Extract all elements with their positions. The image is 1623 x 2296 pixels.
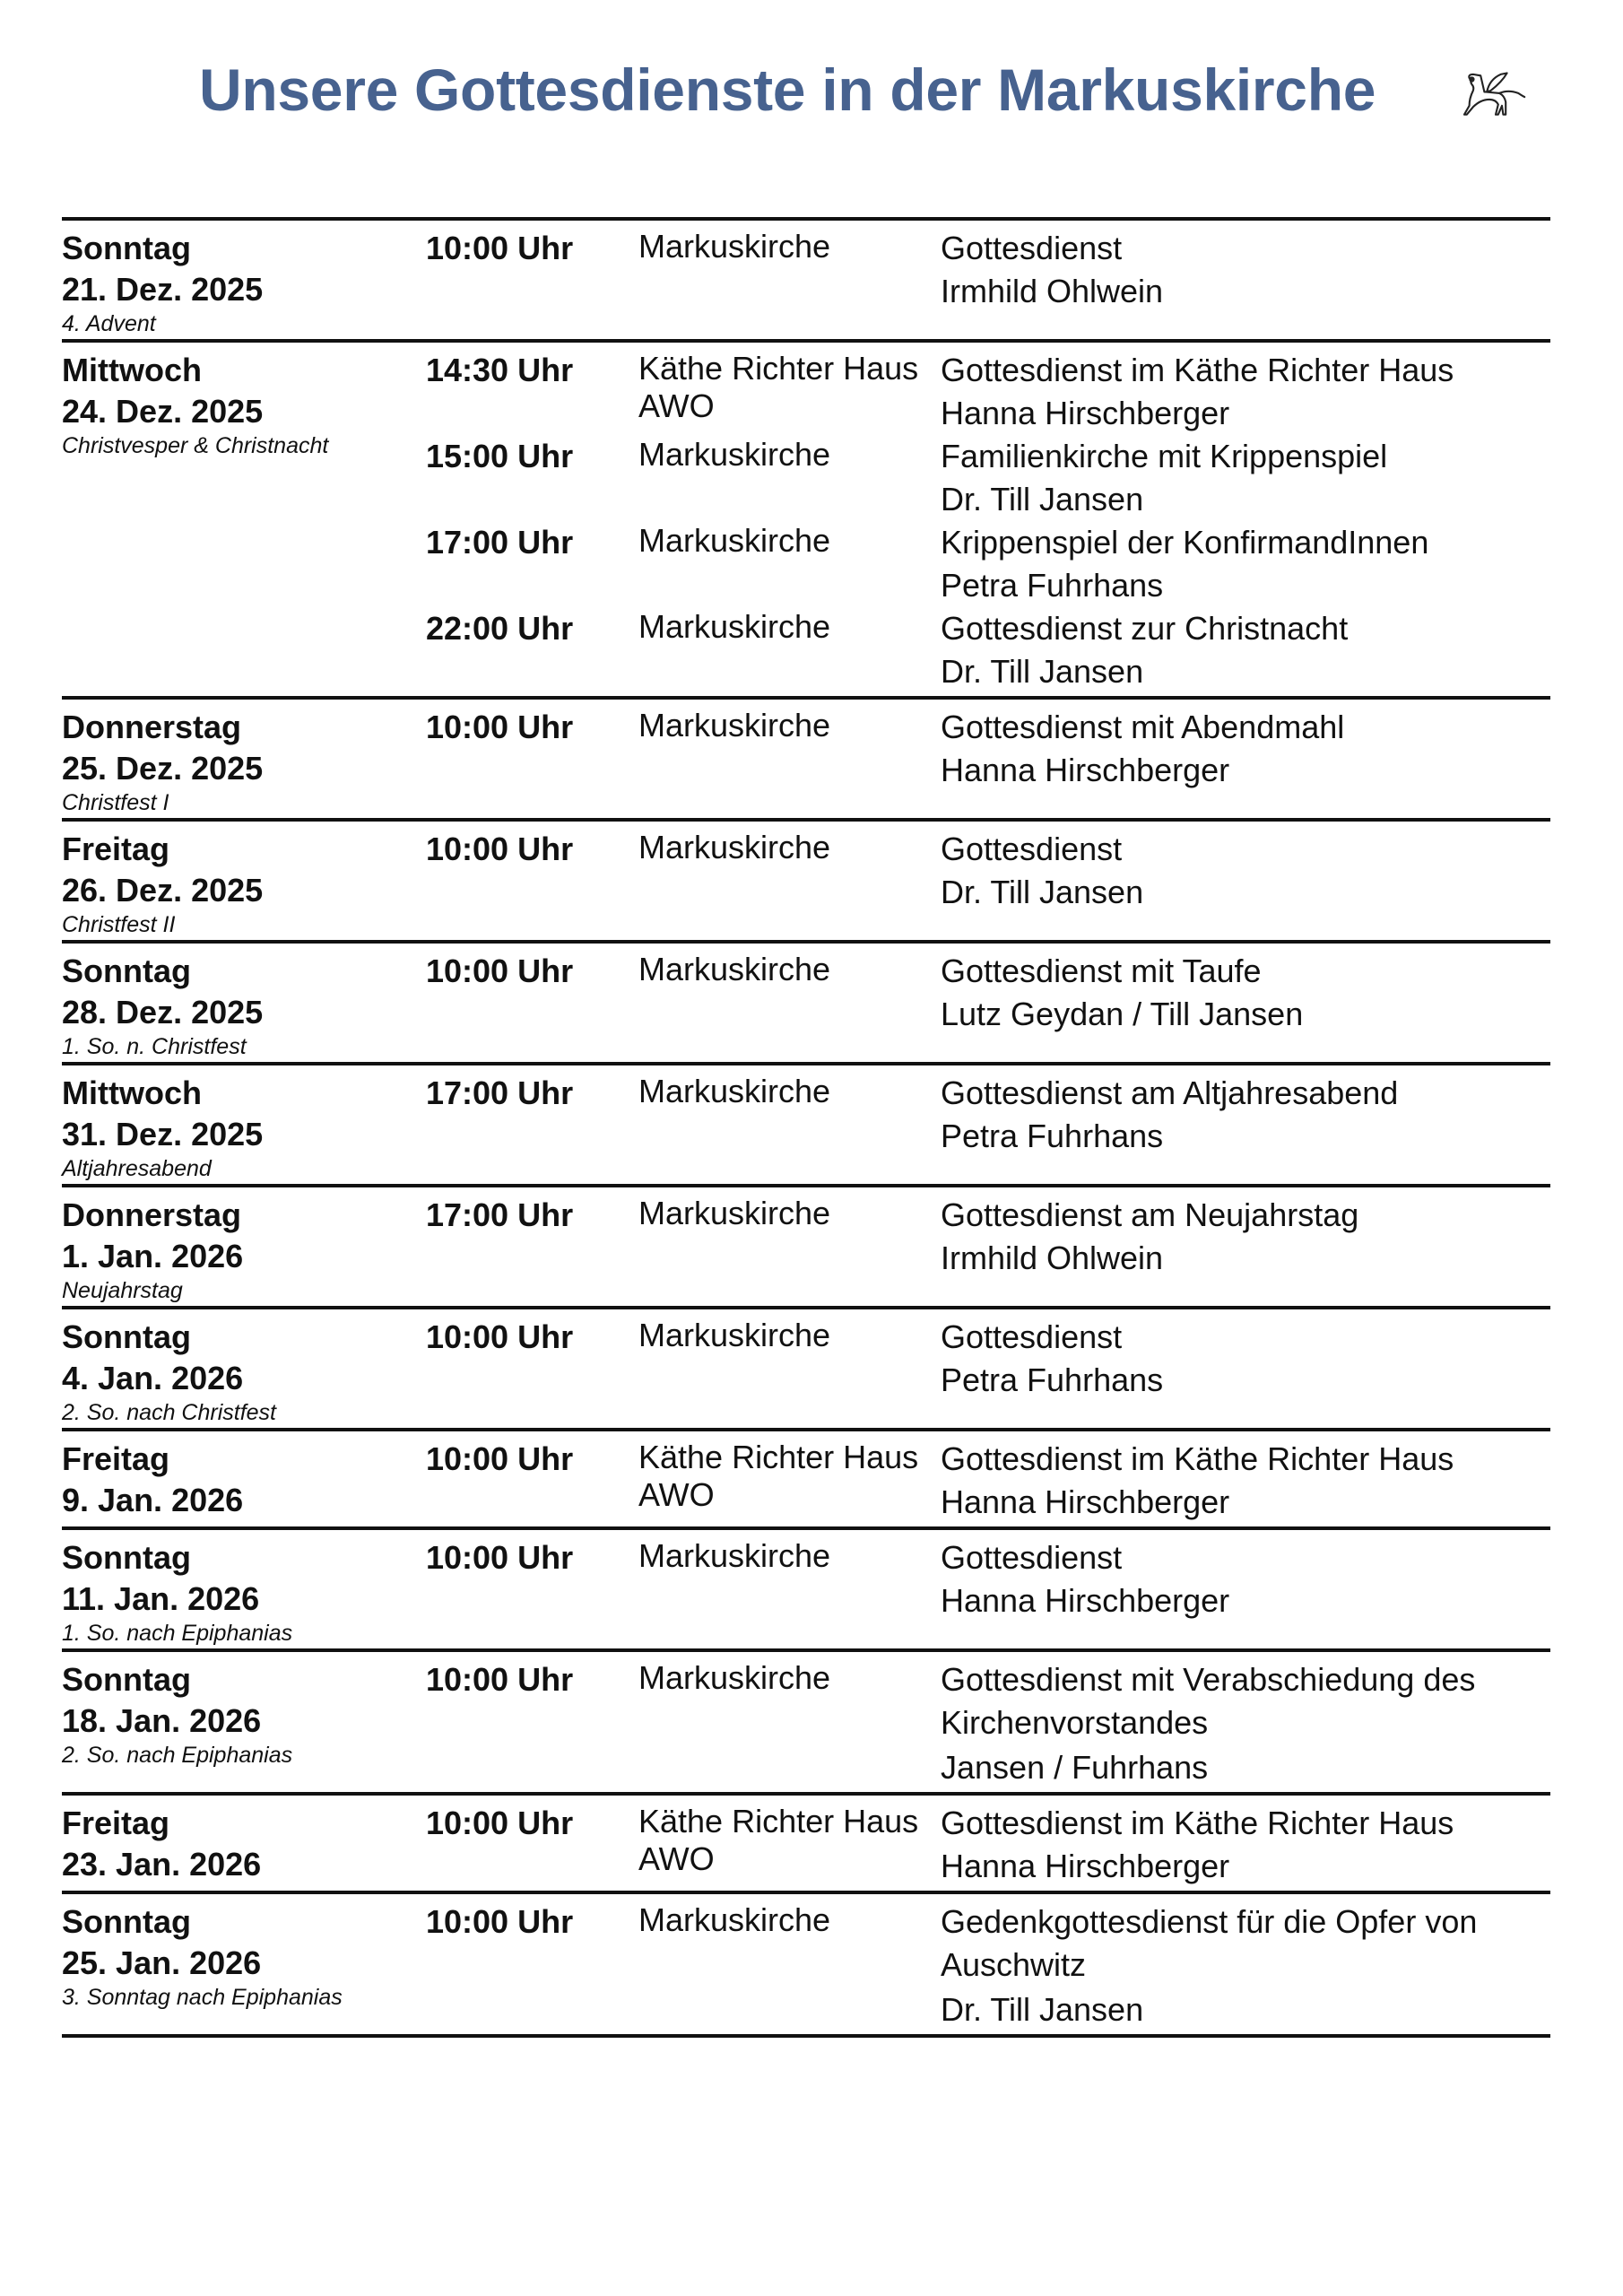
location-line: Markuskirche (638, 951, 831, 987)
service-slots (426, 350, 1550, 694)
weekday: Sonntag (62, 1539, 191, 1576)
service-slot (426, 522, 1550, 608)
liturgical-occasion: 2. So. nach Christfest (62, 1400, 277, 1425)
officiant-name: Petra Fuhrhans (941, 567, 1164, 604)
service-time: 10:00 Uhr (426, 1661, 574, 1698)
service-slots (426, 1901, 1550, 2032)
location-line: Markuskirche (638, 1317, 831, 1353)
officiant-name: Hanna Hirschberger (941, 752, 1230, 788)
service-row (62, 1309, 1550, 1431)
service-slot (426, 1439, 1550, 1525)
service-description (941, 1317, 1550, 1403)
weekday: Freitag (62, 1805, 170, 1841)
date-cell (62, 1659, 426, 1790)
service-time: 10:00 Uhr (426, 230, 574, 266)
service-date: 18. Jan. 2026 (62, 1702, 262, 1739)
service-slot (426, 707, 1550, 793)
service-slots (426, 228, 1550, 337)
liturgical-occasion: Christvesper & Christnacht (62, 433, 329, 458)
service-location (638, 1317, 941, 1403)
event-title: Auschwitz (941, 1946, 1087, 1983)
weekday: Donnerstag (62, 1196, 242, 1233)
service-slot (426, 1073, 1550, 1159)
service-location (638, 1537, 941, 1623)
service-slot (426, 951, 1550, 1037)
location-line: AWO (638, 1476, 715, 1513)
service-time: 10:00 Uhr (426, 1903, 574, 1940)
service-slot (426, 608, 1550, 694)
service-description (941, 228, 1550, 314)
weekday: Freitag (62, 831, 170, 867)
winged-lion-icon (1445, 59, 1546, 131)
service-date: 21. Dez. 2025 (62, 271, 264, 308)
service-location (638, 1659, 941, 1790)
service-slot (426, 829, 1550, 915)
service-row (62, 944, 1550, 1065)
service-location (638, 707, 941, 793)
service-slot (426, 228, 1550, 314)
service-slots (426, 1195, 1550, 1304)
service-time: 10:00 Uhr (426, 1539, 574, 1576)
service-row (62, 822, 1550, 944)
service-description (941, 1803, 1550, 1889)
location-line: Markuskirche (638, 228, 831, 265)
liturgical-occasion: 2. So. nach Epiphanias (62, 1743, 293, 1768)
officiant-name: Dr. Till Jansen (941, 874, 1144, 910)
service-date: 24. Dez. 2025 (62, 393, 264, 430)
location-line: Markuskirche (638, 522, 831, 559)
location-line: Markuskirche (638, 1659, 831, 1696)
weekday: Mittwoch (62, 352, 202, 388)
event-title: Gottesdienst mit Abendmahl (941, 709, 1345, 745)
service-date: 11. Jan. 2026 (62, 1580, 260, 1617)
service-row (62, 1652, 1550, 1796)
service-slots (426, 829, 1550, 938)
service-slots (426, 1073, 1550, 1182)
event-title: Gedenkgottesdienst für die Opfer von (941, 1903, 1478, 1940)
service-location (638, 1439, 941, 1525)
location-line: Käthe Richter Haus (638, 1439, 919, 1475)
service-location (638, 436, 941, 522)
service-time: 10:00 Uhr (426, 1440, 574, 1477)
service-time: 17:00 Uhr (426, 1196, 574, 1233)
service-row (62, 1796, 1550, 1894)
liturgical-occasion: Christfest I (62, 790, 169, 815)
liturgical-occasion: Altjahresabend (62, 1156, 212, 1181)
service-time: 17:00 Uhr (426, 1074, 574, 1111)
service-slot (426, 1195, 1550, 1281)
event-title: Gottesdienst (941, 1318, 1123, 1355)
liturgical-occasion: 3. Sonntag nach Epiphanias (62, 1985, 343, 2010)
service-date: 25. Jan. 2026 (62, 1944, 262, 1981)
service-slots (426, 951, 1550, 1060)
service-date: 31. Dez. 2025 (62, 1116, 264, 1152)
service-description (941, 1073, 1550, 1159)
service-location (638, 350, 941, 436)
officiant-name: Dr. Till Jansen (941, 1991, 1144, 2028)
service-location (638, 1901, 941, 2032)
service-date: 25. Dez. 2025 (62, 750, 264, 787)
page-title: Unsere Gottesdienste in der Markuskirche (199, 57, 1376, 123)
date-cell (62, 1439, 426, 1525)
service-description (941, 1901, 1550, 2032)
location-line: Markuskirche (638, 1901, 831, 1938)
location-line: Käthe Richter Haus (638, 350, 919, 387)
service-time: 10:00 Uhr (426, 1318, 574, 1355)
weekday: Donnerstag (62, 709, 242, 745)
service-description (941, 1537, 1550, 1623)
service-slots (426, 1803, 1550, 1889)
officiant-name: Petra Fuhrhans (941, 1118, 1164, 1154)
service-row (62, 700, 1550, 822)
event-title: Gottesdienst zur Christnacht (941, 610, 1349, 647)
service-row (62, 1431, 1550, 1530)
officiant-name: Petra Fuhrhans (941, 1361, 1164, 1398)
event-title: Gottesdienst mit Verabschiedung des (941, 1661, 1476, 1698)
event-title: Kirchenvorstandes (941, 1704, 1209, 1741)
officiant-name: Jansen / Fuhrhans (941, 1749, 1209, 1786)
service-description (941, 1659, 1550, 1790)
event-title: Gottesdienst (941, 230, 1123, 266)
service-date: 1. Jan. 2026 (62, 1238, 244, 1274)
date-cell (62, 1537, 426, 1647)
service-slot (426, 1901, 1550, 2032)
service-time: 10:00 Uhr (426, 1805, 574, 1841)
service-row (62, 1894, 1550, 2038)
service-date: 28. Dez. 2025 (62, 994, 264, 1031)
event-title: Gottesdienst mit Taufe (941, 952, 1262, 989)
date-cell (62, 350, 426, 694)
event-title: Gottesdienst am Altjahresabend (941, 1074, 1399, 1111)
officiant-name: Hanna Hirschberger (941, 1483, 1230, 1520)
date-cell (62, 951, 426, 1060)
date-cell (62, 829, 426, 938)
date-cell (62, 1073, 426, 1182)
date-cell (62, 1317, 426, 1426)
service-slots (426, 1659, 1550, 1790)
service-description (941, 522, 1550, 608)
location-line: Markuskirche (638, 829, 831, 865)
service-time: 15:00 Uhr (426, 438, 574, 474)
date-cell (62, 1901, 426, 2032)
service-time: 22:00 Uhr (426, 610, 574, 647)
officiant-name: Lutz Geydan / Till Jansen (941, 996, 1304, 1032)
date-cell (62, 1195, 426, 1304)
service-slot (426, 1317, 1550, 1403)
location-line: Markuskirche (638, 1073, 831, 1109)
service-description (941, 1195, 1550, 1281)
location-line: AWO (638, 387, 715, 424)
service-date: 4. Jan. 2026 (62, 1360, 244, 1396)
service-description (941, 1439, 1550, 1525)
page-header (0, 52, 1623, 151)
service-description (941, 829, 1550, 915)
officiant-name: Dr. Till Jansen (941, 481, 1144, 517)
service-time: 10:00 Uhr (426, 952, 574, 989)
date-cell (62, 228, 426, 337)
service-description (941, 707, 1550, 793)
service-location (638, 829, 941, 915)
officiant-name: Irmhild Ohlwein (941, 273, 1164, 309)
service-location (638, 608, 941, 694)
service-slots (426, 707, 1550, 816)
service-slots (426, 1439, 1550, 1525)
service-slot (426, 1803, 1550, 1889)
event-title: Gottesdienst im Käthe Richter Haus (941, 352, 1454, 388)
service-time: 14:30 Uhr (426, 352, 574, 388)
liturgical-occasion: Christfest II (62, 912, 176, 937)
service-description (941, 608, 1550, 694)
location-line: Markuskirche (638, 436, 831, 473)
date-cell (62, 1803, 426, 1889)
service-description (941, 436, 1550, 522)
location-line: Markuskirche (638, 707, 831, 744)
service-slot (426, 436, 1550, 522)
service-location (638, 522, 941, 608)
weekday: Freitag (62, 1440, 170, 1477)
event-title: Gottesdienst im Käthe Richter Haus (941, 1805, 1454, 1841)
service-location (638, 1073, 941, 1159)
officiant-name: Hanna Hirschberger (941, 1582, 1230, 1619)
service-slot (426, 1659, 1550, 1790)
service-slot (426, 1537, 1550, 1623)
officiant-name: Irmhild Ohlwein (941, 1239, 1164, 1276)
location-line: Markuskirche (638, 608, 831, 645)
liturgical-occasion: 1. So. n. Christfest (62, 1034, 247, 1059)
service-slots (426, 1317, 1550, 1426)
service-location (638, 228, 941, 314)
service-schedule-table (62, 217, 1550, 2038)
weekday: Sonntag (62, 1903, 191, 1940)
service-slot (426, 350, 1550, 436)
liturgical-occasion: 1. So. nach Epiphanias (62, 1621, 293, 1646)
officiant-name: Hanna Hirschberger (941, 1848, 1230, 1884)
service-date: 9. Jan. 2026 (62, 1482, 244, 1518)
service-row (62, 1530, 1550, 1652)
liturgical-occasion: 4. Advent (62, 311, 156, 336)
service-location (638, 951, 941, 1037)
weekday: Sonntag (62, 1318, 191, 1355)
service-time: 10:00 Uhr (426, 831, 574, 867)
location-line: Markuskirche (638, 1537, 831, 1574)
weekday: Sonntag (62, 230, 191, 266)
service-slots (426, 1537, 1550, 1647)
event-title: Familienkirche mit Krippenspiel (941, 438, 1388, 474)
weekday: Sonntag (62, 1661, 191, 1698)
service-time: 17:00 Uhr (426, 524, 574, 561)
service-time: 10:00 Uhr (426, 709, 574, 745)
service-row (62, 1187, 1550, 1309)
weekday: Sonntag (62, 952, 191, 989)
officiant-name: Hanna Hirschberger (941, 395, 1230, 431)
service-description (941, 350, 1550, 436)
event-title: Gottesdienst (941, 1539, 1123, 1576)
location-line: Käthe Richter Haus (638, 1803, 919, 1839)
service-date: 23. Jan. 2026 (62, 1846, 262, 1883)
event-title: Krippenspiel der KonfirmandInnen (941, 524, 1429, 561)
event-title: Gottesdienst am Neujahrstag (941, 1196, 1359, 1233)
service-row (62, 1065, 1550, 1187)
service-description (941, 951, 1550, 1037)
event-title: Gottesdienst im Käthe Richter Haus (941, 1440, 1454, 1477)
service-row (62, 221, 1550, 343)
event-title: Gottesdienst (941, 831, 1123, 867)
service-location (638, 1195, 941, 1281)
location-line: Markuskirche (638, 1195, 831, 1231)
officiant-name: Dr. Till Jansen (941, 653, 1144, 690)
weekday: Mittwoch (62, 1074, 202, 1111)
location-line: AWO (638, 1840, 715, 1877)
service-location (638, 1803, 941, 1889)
liturgical-occasion: Neujahrstag (62, 1278, 183, 1303)
service-date: 26. Dez. 2025 (62, 872, 264, 909)
date-cell (62, 707, 426, 816)
service-row (62, 343, 1550, 700)
